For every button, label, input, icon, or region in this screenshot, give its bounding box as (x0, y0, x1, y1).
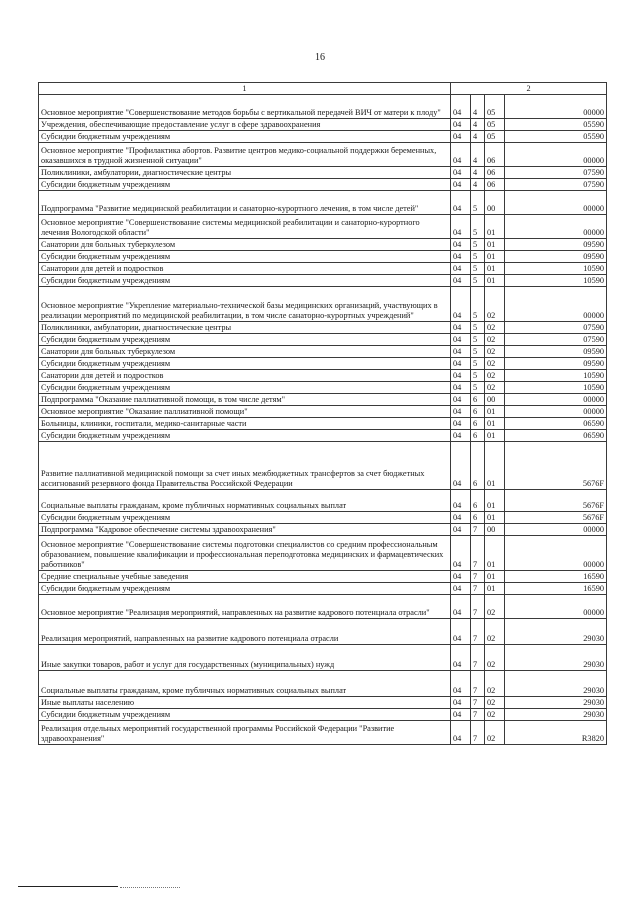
table-row (39, 571, 607, 583)
row-name: Иные выплаты населению (39, 697, 451, 709)
row-program-code: 04 (451, 524, 471, 536)
row-subprogram-code: 7 (471, 671, 485, 697)
row-activity-code: 02 (485, 697, 505, 709)
row-activity-code: 02 (485, 671, 505, 697)
row-name: Основное мероприятие "Реализация мероприятий, направленных на развитие кадрового потенциала отрасли" (39, 595, 451, 619)
row-program-code: 04 (451, 442, 471, 490)
row-name: Больницы, клиники, госпитали, медико-санитарные части (39, 418, 451, 430)
row-program-code: 04 (451, 619, 471, 645)
row-direction-code: 29030 (505, 619, 607, 645)
table-row (39, 430, 607, 442)
table-row (39, 490, 607, 512)
row-subprogram-code: 7 (471, 583, 485, 595)
row-activity-code: 01 (485, 406, 505, 418)
row-activity-code: 01 (485, 263, 505, 275)
row-activity-code: 02 (485, 721, 505, 745)
row-name: Субсидии бюджетным учреждениям (39, 430, 451, 442)
row-name: Санатории для больных туберкулезом (39, 346, 451, 358)
row-direction-code: 00000 (505, 406, 607, 418)
row-activity-code: 01 (485, 571, 505, 583)
row-program-code: 04 (451, 358, 471, 370)
row-program-code: 04 (451, 536, 471, 571)
row-program-code: 04 (451, 512, 471, 524)
row-direction-code: 00000 (505, 191, 607, 215)
table-row (39, 671, 607, 697)
row-activity-code: 01 (485, 251, 505, 263)
row-direction-code: 10590 (505, 370, 607, 382)
row-program-code: 04 (451, 263, 471, 275)
row-activity-code: 02 (485, 645, 505, 671)
row-subprogram-code: 5 (471, 275, 485, 287)
row-direction-code: 00000 (505, 143, 607, 167)
row-direction-code: 5676F (505, 512, 607, 524)
row-subprogram-code: 7 (471, 697, 485, 709)
row-name: Подпрограмма "Развитие медицинской реабилитации и санаторно-курортного лечения, в том числе детей" (39, 191, 451, 215)
table-row (39, 645, 607, 671)
row-name: Субсидии бюджетным учреждениям (39, 275, 451, 287)
row-name: Субсидии бюджетным учреждениям (39, 583, 451, 595)
row-subprogram-code: 4 (471, 95, 485, 119)
row-name: Субсидии бюджетным учреждениям (39, 512, 451, 524)
row-direction-code: 16590 (505, 571, 607, 583)
row-subprogram-code: 6 (471, 406, 485, 418)
row-direction-code: 09590 (505, 358, 607, 370)
table-row (39, 382, 607, 394)
row-activity-code: 00 (485, 191, 505, 215)
table-row (39, 334, 607, 346)
row-subprogram-code: 6 (471, 430, 485, 442)
row-program-code: 04 (451, 287, 471, 322)
row-direction-code: R3820 (505, 721, 607, 745)
row-direction-code: 10590 (505, 382, 607, 394)
budget-classification-table (38, 82, 607, 745)
table-row (39, 131, 607, 143)
row-activity-code: 01 (485, 583, 505, 595)
row-name: Основное мероприятие "Оказание паллиативной помощи" (39, 406, 451, 418)
row-subprogram-code: 7 (471, 619, 485, 645)
row-direction-code: 05590 (505, 119, 607, 131)
row-activity-code: 05 (485, 95, 505, 119)
table-row (39, 215, 607, 239)
row-name: Учреждения, обеспечивающие предоставление услуг в сфере здравоохранения (39, 119, 451, 131)
row-program-code: 04 (451, 406, 471, 418)
row-program-code: 04 (451, 418, 471, 430)
row-subprogram-code: 4 (471, 143, 485, 167)
row-subprogram-code: 5 (471, 346, 485, 358)
table-row (39, 358, 607, 370)
table-row (39, 287, 607, 322)
row-program-code: 04 (451, 131, 471, 143)
row-activity-code: 01 (485, 418, 505, 430)
row-subprogram-code: 7 (471, 536, 485, 571)
row-program-code: 04 (451, 709, 471, 721)
row-activity-code: 02 (485, 346, 505, 358)
row-direction-code: 5676F (505, 490, 607, 512)
row-program-code: 04 (451, 490, 471, 512)
row-direction-code: 07590 (505, 334, 607, 346)
row-program-code: 04 (451, 334, 471, 346)
row-name: Реализация мероприятий, направленных на развитие кадрового потенциала отрасли (39, 619, 451, 645)
row-activity-code: 01 (485, 536, 505, 571)
row-activity-code: 06 (485, 167, 505, 179)
row-subprogram-code: 5 (471, 263, 485, 275)
row-program-code: 04 (451, 721, 471, 745)
table-row (39, 721, 607, 745)
footer-rule-dotted (120, 887, 180, 888)
row-activity-code: 02 (485, 358, 505, 370)
row-subprogram-code: 7 (471, 524, 485, 536)
row-name: Субсидии бюджетным учреждениям (39, 251, 451, 263)
row-program-code: 04 (451, 430, 471, 442)
row-activity-code: 02 (485, 382, 505, 394)
row-subprogram-code: 7 (471, 595, 485, 619)
row-program-code: 04 (451, 95, 471, 119)
table-row (39, 191, 607, 215)
row-activity-code: 01 (485, 442, 505, 490)
table-row (39, 167, 607, 179)
row-program-code: 04 (451, 370, 471, 382)
row-activity-code: 01 (485, 430, 505, 442)
row-name: Субсидии бюджетным учреждениям (39, 709, 451, 721)
row-program-code: 04 (451, 394, 471, 406)
row-program-code: 04 (451, 382, 471, 394)
row-program-code: 04 (451, 251, 471, 263)
row-program-code: 04 (451, 119, 471, 131)
row-program-code: 04 (451, 571, 471, 583)
row-subprogram-code: 4 (471, 131, 485, 143)
table-body (39, 95, 607, 745)
table-row (39, 619, 607, 645)
row-subprogram-code: 5 (471, 287, 485, 322)
row-name: Поликлиники, амбулатории, диагностические центры (39, 167, 451, 179)
row-direction-code: 29030 (505, 645, 607, 671)
row-activity-code: 05 (485, 119, 505, 131)
row-subprogram-code: 7 (471, 721, 485, 745)
row-program-code: 04 (451, 671, 471, 697)
table-row (39, 263, 607, 275)
row-subprogram-code: 6 (471, 512, 485, 524)
row-subprogram-code: 5 (471, 370, 485, 382)
table-row (39, 595, 607, 619)
row-name: Основное мероприятие "Совершенствование методов борьбы с вертикальной передачей ВИЧ от матери к плоду" (39, 95, 451, 119)
row-name: Основное мероприятие "Укрепление материально-технической базы медицинских организаций, участвующих в реализации мероприятий по медицинской реабилитации, в том числе санаторно-курортных учреждений" (39, 287, 451, 322)
row-program-code: 04 (451, 167, 471, 179)
row-direction-code: 5676F (505, 442, 607, 490)
row-direction-code: 09590 (505, 251, 607, 263)
row-name: Субсидии бюджетным учреждениям (39, 382, 451, 394)
row-activity-code: 01 (485, 275, 505, 287)
row-activity-code: 02 (485, 322, 505, 334)
table-row (39, 119, 607, 131)
header-col-2: 2 (451, 83, 607, 95)
row-direction-code: 29030 (505, 697, 607, 709)
table-row (39, 418, 607, 430)
row-direction-code: 07590 (505, 322, 607, 334)
row-direction-code: 05590 (505, 131, 607, 143)
row-program-code: 04 (451, 215, 471, 239)
row-direction-code: 10590 (505, 263, 607, 275)
row-activity-code: 01 (485, 215, 505, 239)
row-direction-code: 16590 (505, 583, 607, 595)
row-program-code: 04 (451, 322, 471, 334)
row-program-code: 04 (451, 191, 471, 215)
row-name: Основное мероприятие "Профилактика абортов. Развитие центров медико-социальной поддержки беременных, оказавшихся в трудной жизненной ситуации" (39, 143, 451, 167)
row-activity-code: 02 (485, 287, 505, 322)
row-direction-code: 00000 (505, 595, 607, 619)
row-name: Субсидии бюджетным учреждениям (39, 334, 451, 346)
row-name: Социальные выплаты гражданам, кроме публичных нормативных социальных выплат (39, 490, 451, 512)
table-row (39, 394, 607, 406)
row-name: Основное мероприятие "Совершенствование системы подготовки специалистов со средним профессиональным образованием, повышение квалификации и профессиональная переподготовка медицинских и фармацевтических работников" (39, 536, 451, 571)
row-subprogram-code: 6 (471, 394, 485, 406)
row-subprogram-code: 5 (471, 334, 485, 346)
row-activity-code: 00 (485, 394, 505, 406)
row-subprogram-code: 6 (471, 418, 485, 430)
table-row (39, 251, 607, 263)
row-activity-code: 01 (485, 512, 505, 524)
row-direction-code: 07590 (505, 167, 607, 179)
row-activity-code: 02 (485, 619, 505, 645)
row-direction-code: 10590 (505, 275, 607, 287)
row-subprogram-code: 5 (471, 322, 485, 334)
row-activity-code: 01 (485, 239, 505, 251)
row-activity-code: 06 (485, 179, 505, 191)
row-direction-code: 00000 (505, 215, 607, 239)
table-row (39, 322, 607, 334)
table-row (39, 512, 607, 524)
row-name: Социальные выплаты гражданам, кроме публичных нормативных социальных выплат (39, 671, 451, 697)
table-header-row (39, 83, 607, 95)
row-direction-code: 00000 (505, 524, 607, 536)
row-subprogram-code: 6 (471, 490, 485, 512)
row-subprogram-code: 7 (471, 709, 485, 721)
row-subprogram-code: 4 (471, 167, 485, 179)
row-activity-code: 02 (485, 370, 505, 382)
row-direction-code: 00000 (505, 536, 607, 571)
row-activity-code: 02 (485, 334, 505, 346)
row-program-code: 04 (451, 275, 471, 287)
row-name: Субсидии бюджетным учреждениям (39, 358, 451, 370)
row-name: Развитие паллиативной медицинской помощи за счет иных межбюджетных трансфертов за счет бюджетных ассигнований резервного фонда Правительства Российской Федерации (39, 442, 451, 490)
row-program-code: 04 (451, 179, 471, 191)
row-direction-code: 29030 (505, 709, 607, 721)
footer-rule (18, 886, 118, 887)
row-program-code: 04 (451, 239, 471, 251)
row-direction-code: 00000 (505, 394, 607, 406)
row-direction-code: 00000 (505, 95, 607, 119)
row-program-code: 04 (451, 583, 471, 595)
row-subprogram-code: 5 (471, 251, 485, 263)
table-row (39, 143, 607, 167)
row-program-code: 04 (451, 346, 471, 358)
row-subprogram-code: 5 (471, 239, 485, 251)
row-subprogram-code: 6 (471, 442, 485, 490)
page-number: 16 (315, 52, 325, 63)
row-name: Субсидии бюджетным учреждениям (39, 131, 451, 143)
table-row (39, 697, 607, 709)
row-program-code: 04 (451, 143, 471, 167)
row-name: Подпрограмма "Оказание паллиативной помощи, в том числе детям" (39, 394, 451, 406)
row-direction-code: 09590 (505, 239, 607, 251)
row-program-code: 04 (451, 697, 471, 709)
row-direction-code: 06590 (505, 430, 607, 442)
row-subprogram-code: 5 (471, 191, 485, 215)
row-direction-code: 06590 (505, 418, 607, 430)
row-name: Санатории для больных туберкулезом (39, 239, 451, 251)
table-row (39, 239, 607, 251)
row-name: Санатории для детей и подростков (39, 263, 451, 275)
row-subprogram-code: 7 (471, 645, 485, 671)
table-row (39, 442, 607, 490)
row-name: Основное мероприятие "Совершенствование системы медицинской реабилитации и санаторно-курортного лечения Вологодской области" (39, 215, 451, 239)
row-activity-code: 02 (485, 709, 505, 721)
table-row (39, 536, 607, 571)
row-activity-code: 00 (485, 524, 505, 536)
row-name: Санатории для детей и подростков (39, 370, 451, 382)
table-row (39, 583, 607, 595)
row-subprogram-code: 5 (471, 358, 485, 370)
row-name: Поликлиники, амбулатории, диагностические центры (39, 322, 451, 334)
row-subprogram-code: 5 (471, 382, 485, 394)
row-subprogram-code: 5 (471, 215, 485, 239)
table-row (39, 406, 607, 418)
table-row (39, 95, 607, 119)
row-program-code: 04 (451, 595, 471, 619)
table-row (39, 275, 607, 287)
row-program-code: 04 (451, 645, 471, 671)
row-name: Реализация отдельных мероприятий государственной программы Российской Федерации "Развитие здравоохранения" (39, 721, 451, 745)
row-subprogram-code: 4 (471, 119, 485, 131)
row-subprogram-code: 7 (471, 571, 485, 583)
row-direction-code: 00000 (505, 287, 607, 322)
row-activity-code: 01 (485, 490, 505, 512)
table-row (39, 346, 607, 358)
table-row (39, 709, 607, 721)
row-activity-code: 05 (485, 131, 505, 143)
table-row (39, 370, 607, 382)
row-name: Подпрограмма "Кадровое обеспечение системы здравоохранения" (39, 524, 451, 536)
row-direction-code: 07590 (505, 179, 607, 191)
header-col-1: 1 (39, 83, 451, 95)
row-activity-code: 06 (485, 143, 505, 167)
row-name: Иные закупки товаров, работ и услуг для государственных (муниципальных) нужд (39, 645, 451, 671)
row-name: Субсидии бюджетным учреждениям (39, 179, 451, 191)
row-direction-code: 29030 (505, 671, 607, 697)
row-direction-code: 09590 (505, 346, 607, 358)
row-name: Средние специальные учебные заведения (39, 571, 451, 583)
table-row (39, 524, 607, 536)
row-activity-code: 02 (485, 595, 505, 619)
row-subprogram-code: 4 (471, 179, 485, 191)
table-row (39, 179, 607, 191)
